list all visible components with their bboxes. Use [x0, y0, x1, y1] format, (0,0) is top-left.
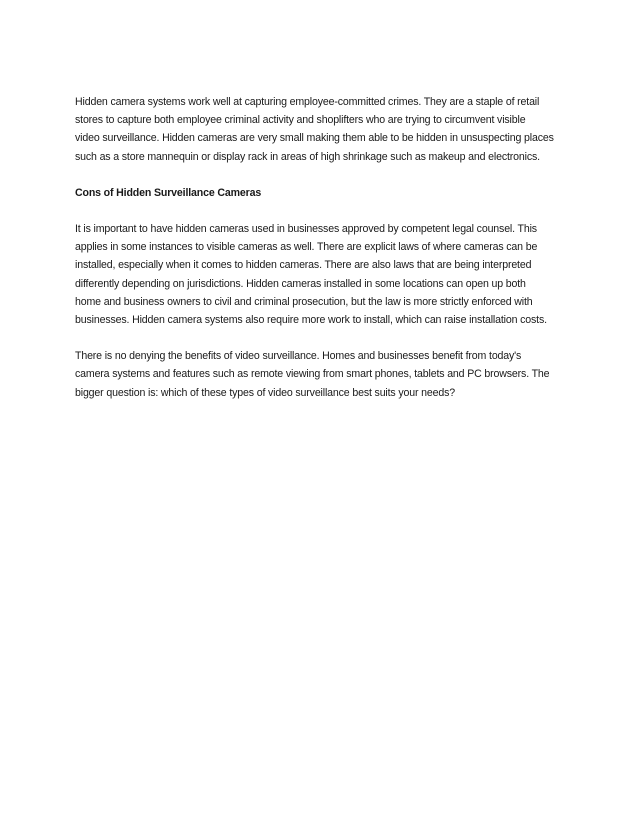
text-line: differently depending on jurisdictions. Hidden cameras installed in some locations can open up both [75, 277, 526, 290]
text-line: stores to capture both employee criminal activity and shoplifters who are trying to circumvent visible [75, 114, 526, 127]
text-line: video surveillance. Hidden cameras are very small making them able to be hidden in unsuspecting places [75, 132, 554, 145]
text-line: businesses. Hidden camera systems also require more work to install, which can raise installation costs. [75, 314, 547, 327]
paragraph-conclusion [75, 347, 565, 402]
text-line: It is important to have hidden cameras used in businesses approved by competent legal counsel. This [75, 223, 537, 236]
text-line: bigger question is: which of these types of video surveillance best suits your needs? [75, 386, 456, 399]
text-line: such as a store mannequin or display rack in areas of high shrinkage such as makeup and electronics. [75, 150, 540, 163]
text-line: installed, especially when it comes to hidden cameras. There are also laws that are being interpreted [75, 259, 532, 272]
document-body [75, 93, 565, 420]
text-line: applies in some instances to visible cameras as well. There are explicit laws of where cameras can be [75, 241, 538, 254]
paragraph-cons [75, 220, 565, 329]
paragraph-hidden-camera-benefits [75, 93, 565, 166]
text-line: camera systems and features such as remote viewing from smart phones, tablets and PC browsers. The [75, 368, 550, 381]
text-line: There is no denying the benefits of video surveillance. Homes and businesses benefit from today's [75, 350, 522, 363]
text-line: Hidden camera systems work well at capturing employee-committed crimes. They are a staple of retail [75, 96, 540, 108]
text-line: home and business owners to civil and criminal prosecution, but the law is more strictly enforced with [75, 295, 533, 308]
section-heading: Cons of Hidden Surveillance Cameras [75, 186, 262, 199]
